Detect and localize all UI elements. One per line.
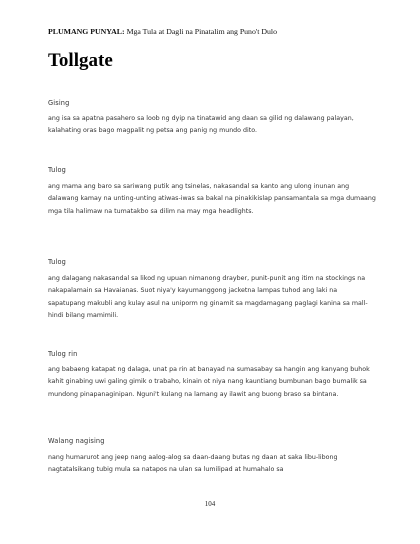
poem-title: Tollgate (48, 50, 113, 71)
section-text: ang isa sa apatna pasahero sa loob ng dyip na tinatawid ang daan sa gilid ng dalawang palayan, kalahating oras bago magpalit ng petsa ang panig ng mundo dito. (48, 115, 354, 135)
section-text: ang dalagang nakasandal sa likod ng upuan nimanong drayber, punit-punit ang itim na stockings na nakapalamain sa Havaianas. Suot niya'y kayumanggong jacketna lampas tuhod ang laki na sapatupang makubli ang kulay asul na uniporm ng ginamit sa magdamagang paglagi kanina sa mall-hindi bilang mamimili. (48, 275, 368, 319)
running-header (48, 27, 388, 36)
section-text: ang mama ang baro sa sariwang putik ang tsinelas, nakasandal sa kanto ang ulong inunan ang dalawang kamay na unting-unting atiwas-iwas sa bakal na pinakikislap pansamantala sa mga dumaang mga tila halimaw na tumatakbo sa dilim na may mga headlights. (48, 183, 376, 215)
section-heading: Tulog (48, 166, 67, 174)
section-text: nang humarurot ang jeep nang aalog-alog sa daan-daang butas ng daan at saka libu-libong nagtatalsikang tubig mula sa natapos na ulan sa lumilipad at humahalo sa (48, 454, 338, 474)
section-heading: Tulog rin (48, 350, 78, 358)
page-number: 104 (204, 500, 216, 508)
section-heading: Gising (48, 99, 70, 107)
book-title: PLUMANG PUNYAL: (48, 27, 125, 36)
section-heading: Walang nagising (48, 437, 105, 445)
section-text: ang babaeng katapat ng dalaga, unat pa rin at banayad na sumasabay sa hangin ang kanyang buhok kahit ginabing uwi galing gimik o trabaho, kinain ot niya nang kauntiang bumbunan bago bumalik sa mundong pinapanaginipan. Nguni't kulang na lamang ay ilawit ang buong braso sa bintana. (48, 366, 370, 398)
section-heading: Tulog (48, 258, 67, 266)
book-subtitle: Mga Tula at Dagli na Pinatalim ang Puno't Dulo (126, 27, 277, 36)
